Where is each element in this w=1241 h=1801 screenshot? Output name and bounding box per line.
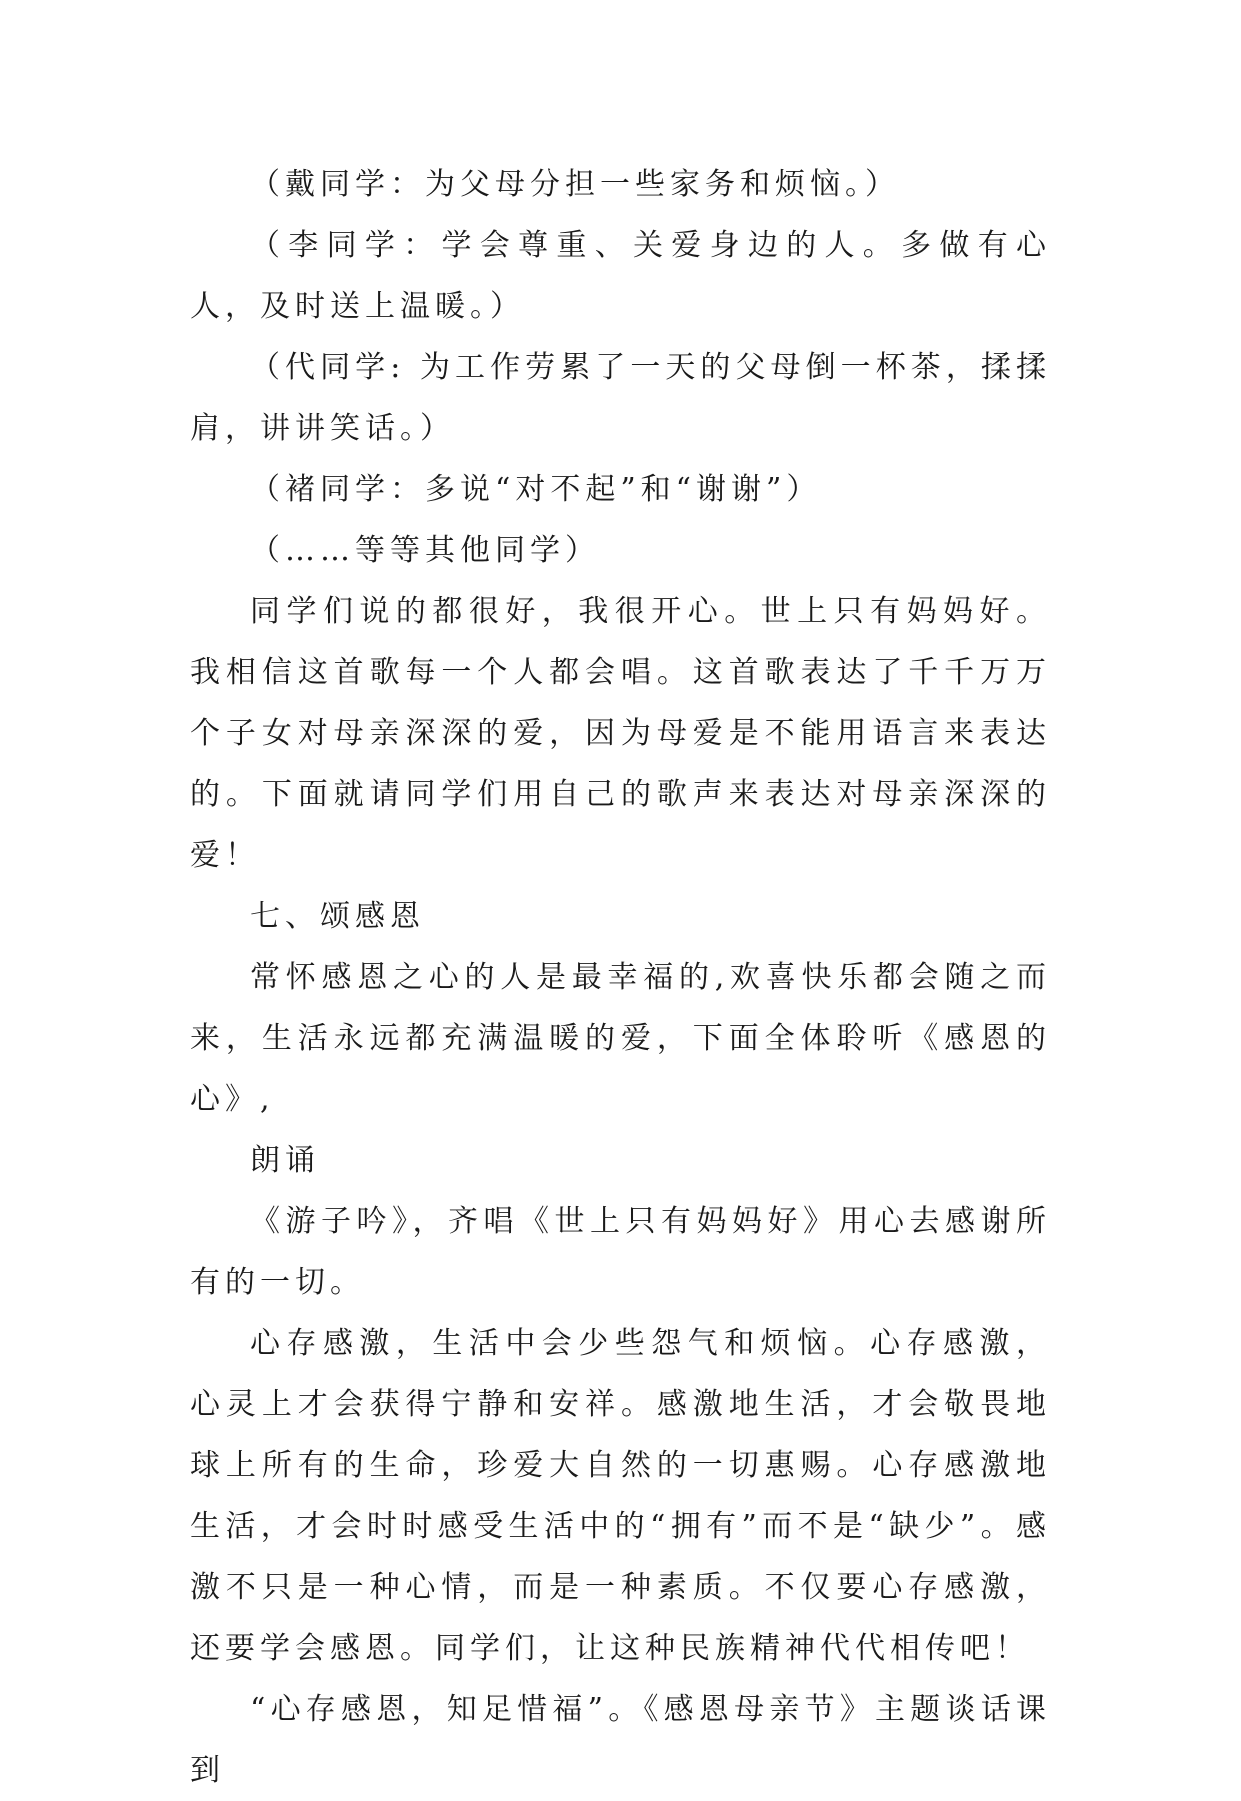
document-body (190, 154, 1051, 1801)
paragraph-recite: 朗诵 (250, 1143, 320, 1178)
paragraph-dai2-student: （代同学: 为工作劳累了一天的父母倒一杯茶，揉揉肩，讲讲笑话。） (190, 350, 1051, 446)
paragraph-thankful: 心存感激，生活中会少些怨气和烦恼。心存感激，心灵上才会获得宁静和安祥。感激地生活，才会敬畏地球上所有的生命，珍爱大自然的一切惠赐。心存感激地生活，才会时时感受生活中的“拥有”而不是“缺少”。感激不只是一种心情，而是一种素质。不仅要心存感激，还要学会感恩。同学们，让这种民族精神代代相传吧！ (190, 1326, 1051, 1666)
paragraph-dai-student: （戴同学：为父母分担一些家务和烦恼。） (250, 167, 900, 202)
paragraph-chu-student: （褚同学：多说“对不起”和“谢谢”） (250, 472, 822, 507)
paragraph-closing: “心存感恩，知足惜福”。《感恩母亲节》主题谈话课到 (190, 1692, 1051, 1788)
paragraph-song-intro: 同学们说的都很好，我很开心。世上只有妈妈好。我相信这首歌每一个人都会唱。这首歌表达了千千万万个子女对母亲深深的爱，因为母爱是不能用语言来表达的。下面就请同学们用自己的歌声来表达对母亲深深的爱！ (190, 594, 1051, 873)
paragraph-other-students: （……等等其他同学） (250, 533, 600, 568)
paragraph-gratitude: 常怀感恩之心的人是最幸福的,欢喜快乐都会随之而来，生活永远都充满温暖的爱，下面全体聆听《感恩的心》, (190, 960, 1051, 1117)
paragraph-li-student: （李同学：学会尊重、关爱身边的人。多做有心人，及时送上温暖。） (190, 228, 1051, 324)
section-heading: 七、颂感恩 (250, 899, 425, 934)
paragraph-poem: 《游子吟》，齐唱《世上只有妈妈好》用心去感谢所有的一切。 (190, 1204, 1051, 1300)
